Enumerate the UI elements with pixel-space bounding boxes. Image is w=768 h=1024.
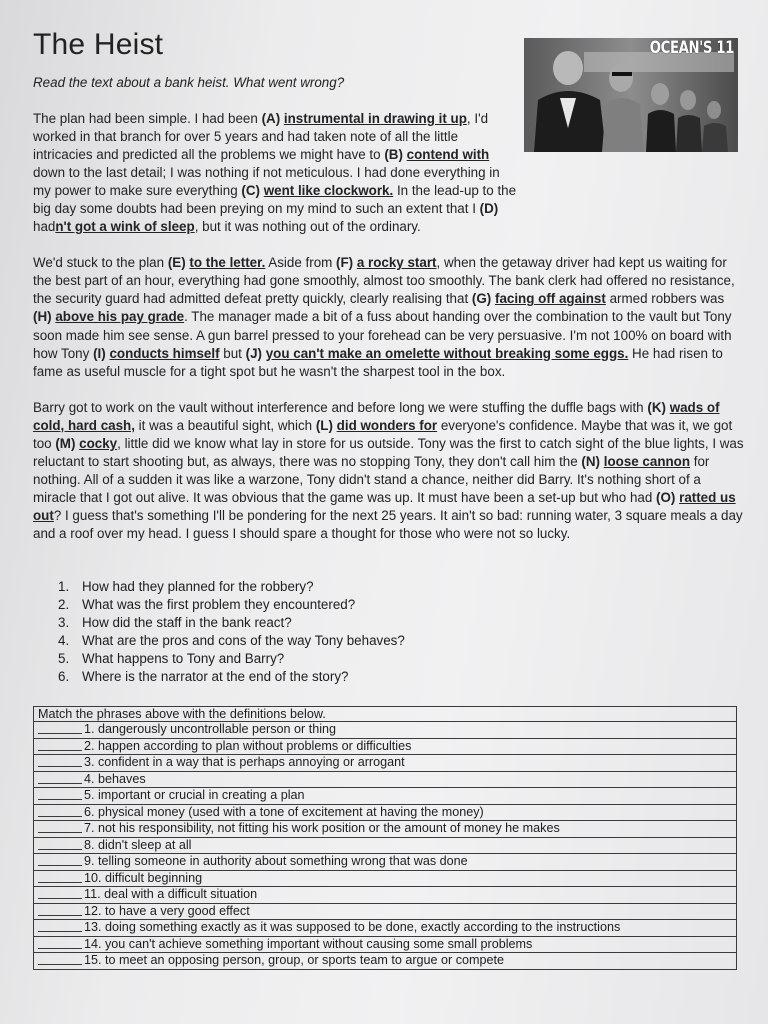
answer-blank[interactable] [38,722,82,734]
phrase-d: n't got a wink of sleep [55,219,195,235]
question-item [58,650,558,668]
answer-blank[interactable] [38,887,82,899]
question-text: How did the staff in the bank react? [82,615,292,630]
question-text: What happens to Tony and Barry? [82,651,285,666]
definition-text: 14. you can't achieve something important without causing some small problems [84,936,533,951]
story-paragraph-2 [33,254,745,380]
matching-row [34,739,736,756]
matching-row [34,887,736,904]
text-span: Barry got to work on the vault without interference and before long we were stuffing the duffle bags with [33,399,648,415]
question-item [58,632,558,650]
answer-blank[interactable] [38,838,82,850]
phrase-label: (O) [656,489,676,505]
definition-text: 1. dangerously uncontrollable person or thing [84,722,337,736]
phrase-label: (E) [167,255,186,271]
text-span: everyone's confidence. Maybe that was it, we got too [33,417,733,451]
text-span: it was a beautiful sight, which [134,417,316,433]
phrase-label: (G) [471,291,492,307]
phrase-n: loose cannon [603,453,691,469]
phrase-c: went like clockwork. [263,183,394,199]
phrase-i: conducts himself [109,345,220,361]
page-title: The Heist [33,28,164,61]
definition-text: 6. physical money (used with a tone of excitement at having the money) [84,804,484,819]
phrase-label: (K) [647,399,666,415]
question-text: How had they planned for the robbery? [82,579,314,594]
text-span: ? I guess that's something I'll be pondering for the next 25 years. It ain't so bad: running water, 3 square meals a day and a roof over my head. I guess I should spare a thought for those who were not so lucky. [33,507,743,541]
phrase-label: (N) [581,453,600,469]
story-text [33,110,745,561]
phrase-b: contend with [406,147,490,163]
definition-text: 9. telling someone in authority about something wrong that was done [84,854,468,868]
answer-blank[interactable] [38,755,82,767]
phrase-label: (H) [33,309,52,325]
text-span: , when the getaway driver had kept us waiting for the best part of an hour, everything had gone smoothly, almost too smoothly. The bank clerk had offered no resistance, the security guard had admitted defeat pretty quickly, clearly realising that [33,255,735,307]
phrase-label: (I) [93,345,106,361]
text-span: He had risen to fame as useful muscle for a tight spot but he wasn't the sharpest tool in the box. [33,345,723,379]
story-paragraph-3 [33,399,745,543]
phrase-o: ratted us out [33,489,736,523]
phrase-label: (L) [315,417,333,433]
question-number: 4. [58,633,70,648]
phrase-label: (M) [55,435,76,451]
matching-row [34,871,736,888]
answer-blank[interactable] [38,805,82,817]
phrase-e: to the letter. [189,255,266,271]
answer-blank[interactable] [38,854,82,866]
phrase-m: cocky [79,435,118,451]
answer-blank[interactable] [38,937,82,949]
phrase-label: (J) [245,345,262,361]
text-span: . The manager made a bit of a fuss about handing over the combination to the vault but Tony soon made him see sense. A gun barrel pressed to your forehead can be very persuasive. I'm not 100% on board with how Tony [33,309,732,361]
question-item [58,578,558,596]
answer-blank[interactable] [38,920,82,932]
answer-blank[interactable] [38,821,82,833]
definition-text: 7. not his responsibility, not fitting his work position or the amount of money he makes [84,821,560,835]
instructions-subtitle: Read the text about a bank heist. What went wrong? [33,75,345,90]
text-span: In the lead-up to the big day some doubts had been preying on my mind to such an extent that I [33,183,517,217]
answer-blank[interactable] [38,871,82,883]
definition-text: 11. deal with a difficult situation [84,887,258,901]
matching-row [34,904,736,921]
matching-table [33,706,737,970]
matching-row [34,722,736,739]
definition-text: 3. confident in a way that is perhaps annoying or arrogant [84,755,405,769]
text-span: , I'd worked in that branch for over 5 years and had taken note of all the little intricacies and predicted all the problems we might have to [33,111,489,163]
question-text: What are the pros and cons of the way Tony behaves? [82,633,405,648]
comprehension-questions [58,578,558,686]
matching-heading: Match the phrases above with the definitions below. [34,707,736,722]
matching-row [34,788,736,805]
text-span: Aside from [265,255,337,271]
definition-text: 13. doing something exactly as it was supposed to be done, exactly according to the instructions [84,920,621,934]
answer-blank[interactable] [38,904,82,916]
matching-row [34,821,736,838]
question-text: Where is the narrator at the end of the story? [82,669,349,684]
matching-row [34,772,736,789]
definition-text: 2. happen according to plan without problems or difficulties [84,738,412,753]
phrase-label: (F) [336,255,354,271]
question-number: 5. [58,651,70,666]
phrase-g: facing off against [494,291,606,307]
matching-row [34,937,736,954]
definition-text: 5. important or crucial in creating a plan [84,788,305,802]
answer-blank[interactable] [38,953,82,965]
definition-text: 4. behaves [84,771,146,786]
matching-row [34,953,736,969]
matching-row [34,920,736,937]
answer-blank[interactable] [38,739,82,751]
phrase-k: wads of cold, hard cash, [33,399,720,433]
question-number: 2. [58,597,70,612]
matching-row [34,854,736,871]
question-item [58,596,558,614]
answer-blank[interactable] [38,772,82,784]
phrase-label: (D) [479,201,499,217]
poster-logo: OCEAN'S 11 [649,38,734,58]
matching-row [34,838,736,855]
phrase-label: (B) [384,147,403,163]
question-item [58,614,558,632]
phrase-f: a rocky start [356,255,437,271]
question-number: 6. [58,669,70,684]
definition-text: 15. to meet an opposing person, group, or sports team to argue or compete [84,953,505,967]
text-span: , but it was nothing out of the ordinary. [194,219,421,235]
text-span: The plan had been simple. I had been [33,111,262,126]
matching-row [34,755,736,772]
phrase-a: instrumental in drawing it up [283,111,467,126]
phrase-l: did wonders for [336,417,438,433]
text-span: We'd stuck to the plan [33,255,168,271]
definition-text: 12. to have a very good effect [84,903,250,918]
phrase-j: you can't make an omelette without breaking some eggs. [265,345,629,361]
answer-blank[interactable] [38,788,82,800]
text-span: down to the last detail; I was nothing if not meticulous. I had done everything in my power to make sure everything [33,165,500,199]
matching-row [34,805,736,822]
text-span: had [33,219,56,235]
text-span: for nothing. All of a sudden it was like a warzone, Tony didn't stand a chance, neither did Barry. It's nothing short of a miracle that I got out alive. It was obvious that the game was up. It must have been a set-up but who had [33,453,710,505]
definition-text: 10. difficult beginning [84,870,203,885]
question-item [58,668,558,686]
phrase-label: (C) [241,183,260,199]
text-span: but [219,345,246,361]
phrase-label: (A) [261,111,281,126]
question-text: What was the first problem they encountered? [82,597,356,612]
story-paragraph-1 [33,110,519,236]
text-span: , little did we know what lay in store for us outside. Tony was the first to catch sight of the blue lights, I was reluctant to start shooting but, as always, there was no stopping Tony, they don't call him the [33,435,744,469]
question-number: 1. [58,579,70,594]
text-span: armed robbers was [605,291,725,307]
phrase-h: above his pay grade [55,309,185,325]
question-number: 3. [58,615,70,630]
definition-text: 8. didn't sleep at all [84,837,192,852]
